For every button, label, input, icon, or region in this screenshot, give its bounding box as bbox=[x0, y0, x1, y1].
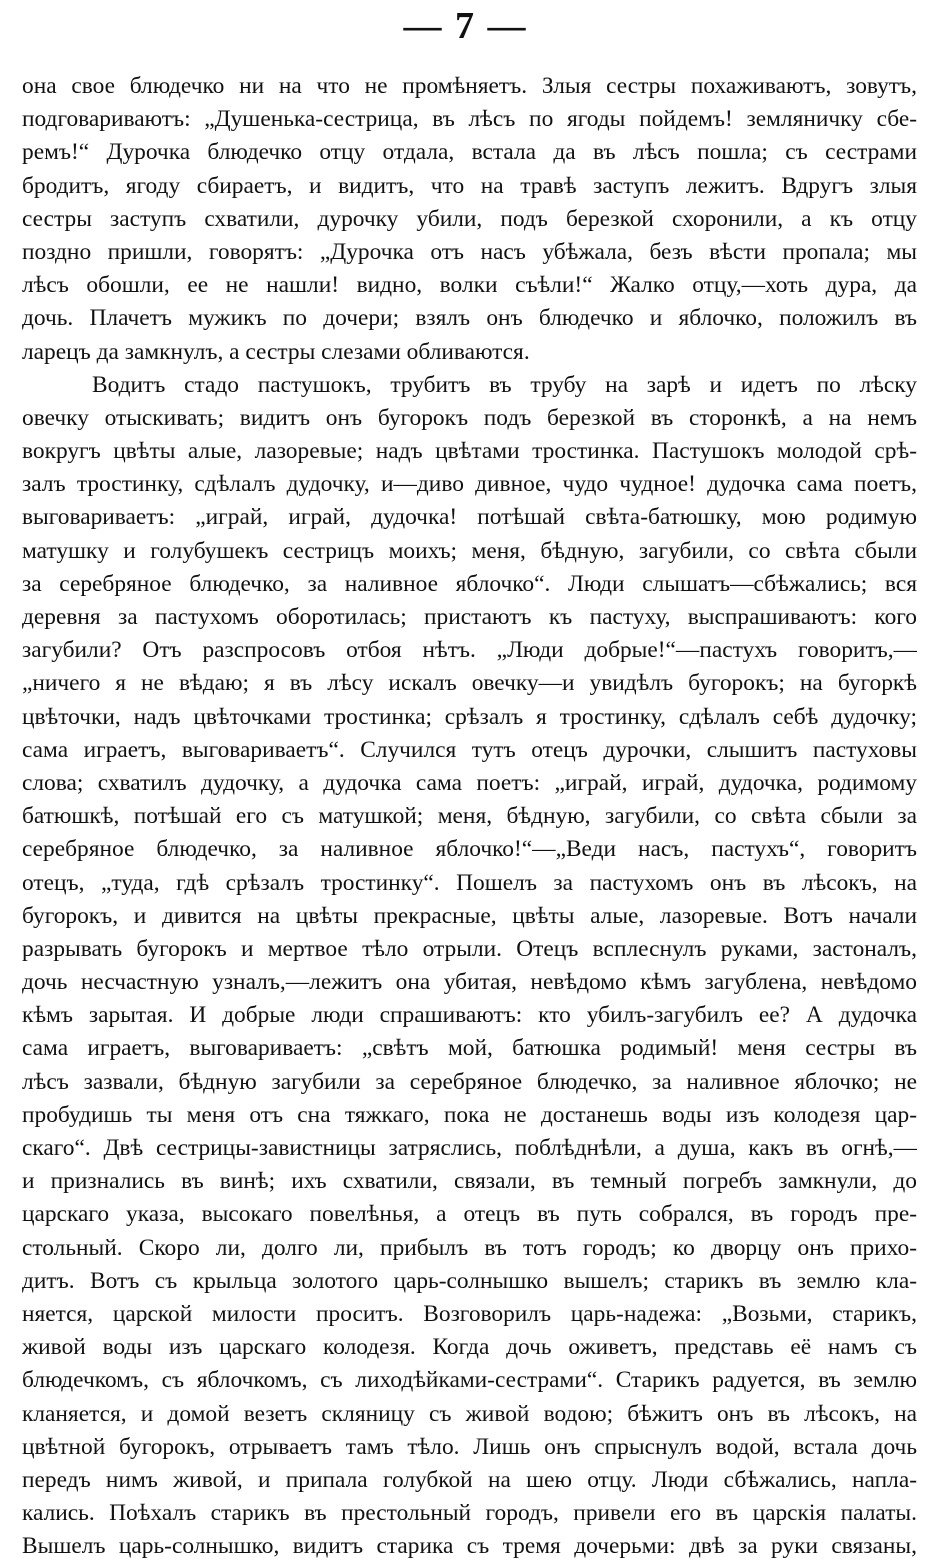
text-line: цвѣтной бугорокъ, отрываетъ тамъ тѣло. Лишь онъ спрыснулъ водой, встала дочь bbox=[22, 1433, 917, 1460]
text-line: бродитъ, ягоду сбираетъ, и видитъ, что на травѣ заступъ лежитъ. Вдругъ злыя bbox=[22, 172, 917, 199]
text-line: дитъ. Вотъ съ крыльца золотого царь-солнышко вышелъ; старикъ въ землю кла- bbox=[22, 1267, 917, 1294]
text-line: поздно пришли, говорятъ: „Дурочка отъ насъ убѣжала, безъ вѣсти пропала; мы bbox=[22, 238, 917, 265]
text-line: серебряное блюдечко, за наливное яблочко!“—„Веди насъ, пастухъ“, говоритъ bbox=[22, 836, 917, 863]
paragraph-start-line: Водитъ стадо пастушокъ, трубитъ въ трубу на зарѣ и идетъ по лѣску bbox=[92, 371, 917, 398]
text-line: лѣсъ зазвали, бѣдную загубили за серебряное блюдечко, за наливное яблочко; не bbox=[22, 1068, 917, 1095]
text-line: вокругъ цвѣты алые, лазоревые; надъ цвѣтами тростинка. Пастушокъ молодой срѣ- bbox=[22, 438, 917, 465]
text-line: загубили? Отъ разспросовъ отбоя нѣтъ. „Люди добрые!“—пастухъ говоритъ,— bbox=[22, 637, 917, 664]
text-line: подговариваютъ: „Душенька-сестрица, въ лѣсъ по ягоды пойдемъ! земляничку сбе- bbox=[22, 106, 917, 133]
text-line: „ничего я не вѣдаю; я въ лѣсу искалъ овечку—и увидѣлъ бугорокъ; на бугоркѣ bbox=[22, 670, 917, 697]
text-line: пробудишь ты меня отъ сна тяжкаго, пока не достанешь воды изъ колодезя цар- bbox=[22, 1101, 917, 1128]
text-line: стольный. Скоро ли, долго ли, прибылъ въ тотъ городъ; ко дворцу онъ прихо- bbox=[22, 1234, 917, 1261]
text-line: ремъ!“ Дурочка блюдечко отцу отдала, встала да въ лѣсъ пошла; съ сестрами bbox=[22, 139, 917, 166]
text-line: залъ тростинку, сдѣлалъ дудочку, и—диво дивное, чудо чудное! дудочка сама поетъ, bbox=[22, 471, 917, 498]
text-line: за серебряное блюдечко, за наливное яблочко“. Люди слышатъ—сбѣжались; вся bbox=[22, 570, 917, 597]
text-line: передъ нимъ живой, и припала голубкой на шею отцу. Люди сбѣжались, напла- bbox=[22, 1466, 917, 1493]
text-line: кланяется, и домой везетъ скляницу съ живой водою; бѣжитъ онъ въ лѣсокъ, на bbox=[22, 1400, 917, 1427]
text-line: и признались въ винѣ; ихъ схватили, связали, въ темный погребъ замкнули, до bbox=[22, 1168, 917, 1195]
text-line: деревня за пастухомъ оборотилась; пристаютъ къ пастуху, выспрашиваютъ: кого bbox=[22, 604, 917, 630]
text-line: кались. Поѣхалъ старикъ въ престольный городъ, привели его въ царскія палаты. bbox=[22, 1500, 917, 1527]
text-line: бугорокъ, и дивится на цвѣты прекрасные, цвѣты алые, лазоревые. Вотъ начали bbox=[22, 902, 917, 929]
text-line: батюшкѣ, потѣшай его съ матушкой; меня, бѣдную, загубили, со свѣта сбыли за bbox=[22, 803, 917, 830]
text-line: Вышелъ царь-солнышко, видитъ старика съ тремя дочерьми: двѣ за руки связаны, bbox=[22, 1533, 917, 1560]
text-line: живой воды изъ царскаго колодезя. Когда дочь оживетъ, представь её намъ съ bbox=[22, 1334, 917, 1361]
text-line: слова; схватилъ дудочку, а дудочка сама поетъ: „играй, играй, дудочка, родимому bbox=[22, 769, 917, 796]
page-number: — 7 — bbox=[403, 5, 528, 47]
text-body bbox=[22, 70, 917, 1563]
text-line: отецъ, „туда, гдѣ срѣзалъ тростинку“. Пошелъ за пастухомъ онъ въ лѣсокъ, на bbox=[22, 869, 917, 896]
text-line: сестры заступъ схватили, дурочку убили, подъ березкой схоронили, а къ отцу bbox=[22, 205, 917, 232]
text-line: царскаго указа, высокаго повелѣнья, а отецъ въ путь собрался, въ городъ пре- bbox=[22, 1201, 917, 1228]
text-line: овечку отыскивать; видитъ онъ бугорокъ подъ березкой въ сторонкѣ, а на немъ bbox=[22, 404, 917, 431]
text-line: она свое блюдечко ни на что не промѣняетъ. Злыя сестры похаживаютъ, зовутъ, bbox=[22, 73, 917, 99]
text-line: дочь несчастную узналъ,—лежитъ она убитая, невѣдомо кѣмъ загублена, невѣдомо bbox=[22, 969, 917, 996]
text-line: разрывать бугорокъ и мертвое тѣло отрыли. Отецъ всплеснулъ руками, застоналъ, bbox=[22, 935, 917, 962]
text-line: дочь. Плачетъ мужикъ по дочери; взялъ онъ блюдечко и яблочко, положилъ въ bbox=[22, 305, 917, 332]
text-line: лѣсъ обошли, ее не нашли! видно, волки съѣли!“ Жалко отцу,—хоть дура, да bbox=[22, 272, 917, 299]
text-line: сама играетъ, выговариваетъ“. Случился тутъ отецъ дурочки, слышитъ пастуховы bbox=[22, 736, 917, 763]
text-line: цвѣточки, надъ цвѣточками тростинка; срѣзалъ я тростинку, сдѣлалъ себѣ дудочку; bbox=[22, 703, 917, 730]
text-line: кѣмъ зарытая. И добрые люди спрашиваютъ: кто убилъ-загубилъ ее? А дудочка bbox=[22, 1002, 917, 1029]
text-line: ларецъ да замкнулъ, а сестры слезами обливаются. bbox=[22, 338, 530, 365]
text-line: выговариваетъ: „играй, играй, дудочка! потѣшай свѣта-батюшку, мою родимую bbox=[22, 504, 917, 531]
text-line: блюдечкомъ, съ яблочкомъ, съ лиходѣйками-сестрами“. Старикъ радуется, въ землю bbox=[22, 1367, 917, 1394]
text-line: матушку и голубушекъ сестрицъ моихъ; меня, бѣдную, загубили, со свѣта сбыли bbox=[22, 537, 917, 564]
text-line: скаго“. Двѣ сестрицы-завистницы затряслись, поблѣднѣли, а душа, какъ въ огнѣ,— bbox=[22, 1135, 917, 1161]
text-line: сама играетъ, выговариваетъ: „свѣтъ мой, батюшка родимый! меня сестры въ bbox=[22, 1035, 917, 1062]
text-line: няется, царской милости проситъ. Возговорилъ царь-надежа: „Возьми, старикъ, bbox=[22, 1300, 917, 1327]
